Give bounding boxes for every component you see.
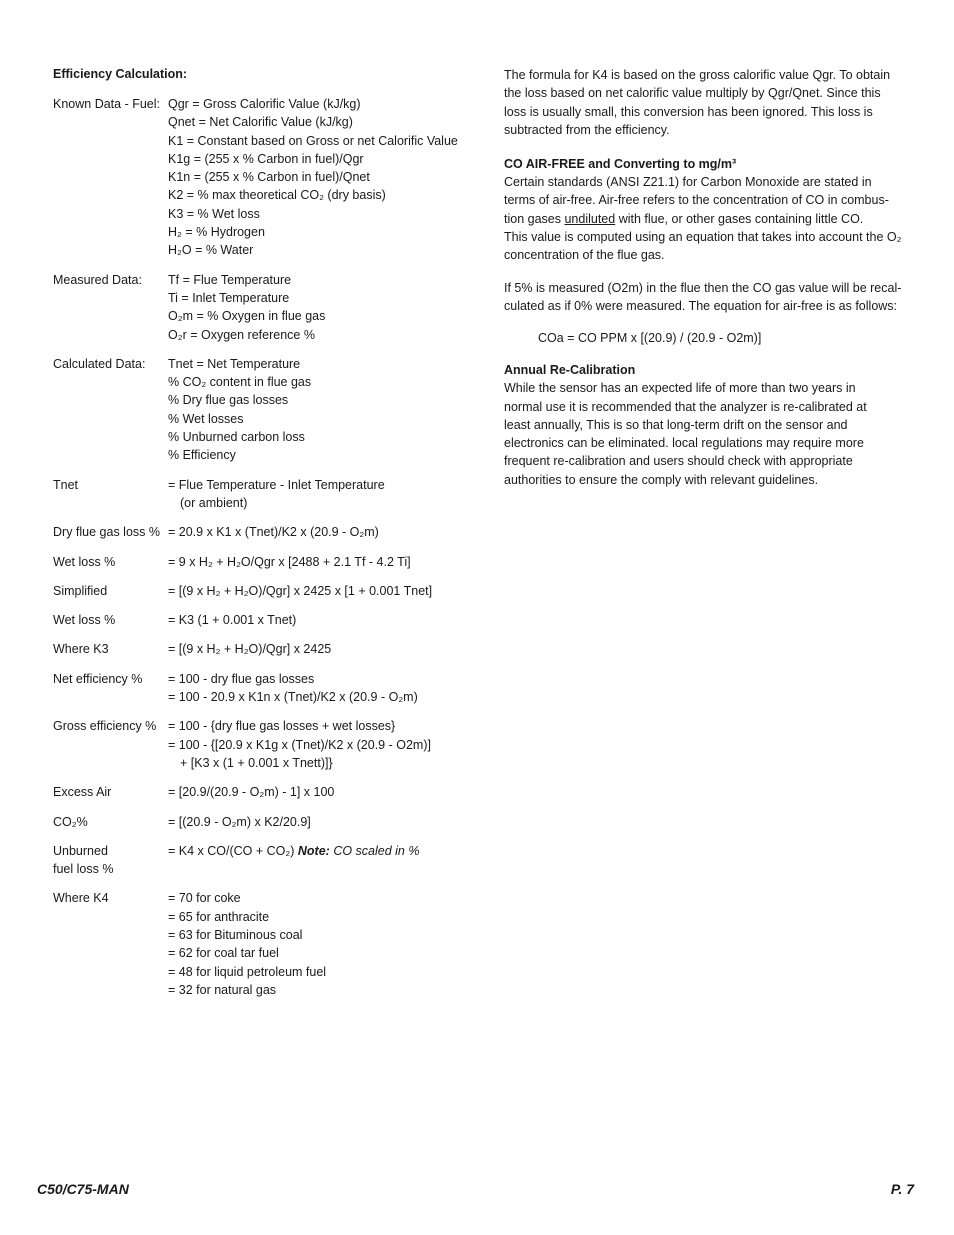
excess-air-value: = [20.9/(20.9 - O₂m) - 1] x 100: [168, 785, 335, 800]
recalibration-heading: Annual Re-Calibration: [504, 363, 636, 378]
text-run: tion gases: [504, 211, 565, 226]
calculated-data-block: [53, 355, 463, 465]
known-data-line: K2 = % max theoretical CO₂ (dry basis): [168, 188, 386, 203]
paragraph-line: concentration of the flue gas.: [504, 248, 665, 263]
unburned-label: [53, 842, 168, 879]
gross-efficiency-value: + [K3 x (1 + 0.001 x Tnett)]}: [180, 755, 333, 770]
known-data-list: [168, 95, 463, 260]
calculated-data-label: Calculated Data:: [53, 356, 146, 371]
excess-air-formula: [53, 783, 463, 801]
text-run: with flue, or other gases containing little CO.: [615, 211, 864, 226]
gross-efficiency-label: Gross efficiency %: [53, 719, 157, 734]
paragraph-line: authorities to ensure the comply with relevant guidelines.: [504, 472, 819, 487]
paragraph-line: normal use it is recommended that the analyzer is re-calibrated at: [504, 399, 867, 414]
calculated-data-line: % CO₂ content in flue gas: [168, 375, 312, 390]
gross-efficiency-value: = 100 - {dry flue gas losses + wet losses}: [168, 719, 396, 734]
unburned-label-line: Unburned: [53, 843, 108, 858]
measured-data-line: O₂r = Oxygen reference %: [168, 327, 315, 342]
paragraph-line: subtracted from the efficiency.: [504, 122, 670, 137]
k4-intro-paragraph: [504, 66, 916, 139]
recalibration-paragraph: [504, 379, 916, 489]
unburned-formula: [53, 842, 463, 879]
note-label: Note:: [297, 843, 330, 858]
measured-data-line: Ti = Inlet Temperature: [168, 290, 290, 305]
measured-data-list: [168, 271, 463, 344]
calculated-data-line: % Unburned carbon loss: [168, 430, 305, 445]
paragraph-line: terms of air-free. Air-free refers to the concentration of CO in combus-: [504, 193, 889, 208]
efficiency-heading: Efficiency Calculation:: [53, 67, 188, 81]
notes-column: [504, 66, 916, 489]
where-k4-line: = 70 for coke: [168, 891, 241, 906]
wet-loss-label: Wet loss %: [53, 613, 116, 628]
paragraph-line: Certain standards (ANSI Z21.1) for Carbon Monoxide are stated in: [504, 175, 872, 190]
tnet-formula: [53, 476, 463, 513]
where-k3-value: = [(9 x H₂ + H₂O)/Qgr] x 2425: [168, 642, 332, 657]
known-data-line: K1g = (255 x % Carbon in fuel)/Qgr: [168, 151, 364, 166]
paragraph-line: [504, 210, 916, 228]
paragraph-line: This value is computed using an equation that takes into account the O₂: [504, 230, 902, 245]
simplified-value: = [(9 x H₂ + H₂O)/Qgr] x 2425 x [1 + 0.001 Tnet]: [168, 583, 433, 598]
footer-page-number: P. 7: [890, 1181, 914, 1197]
tnet-value: = Flue Temperature - Inlet Temperature: [168, 477, 385, 492]
wet-loss-simplified-value: = K3 (1 + 0.001 x Tnet): [168, 613, 297, 628]
paragraph-line: The formula for K4 is based on the gross calorific value Qgr. To obtain: [504, 68, 891, 82]
known-data-line: H₂O = % Water: [168, 243, 254, 258]
where-k4-line: = 32 for natural gas: [168, 982, 277, 997]
where-k4-label: Where K4: [53, 891, 109, 906]
where-k4-line: = 48 for liquid petroleum fuel: [168, 964, 327, 979]
calculated-data-line: % Dry flue gas losses: [168, 393, 289, 408]
known-data-line: K3 = % Wet loss: [168, 206, 260, 221]
dry-loss-value: = 20.9 x K1 x (Tnet)/K2 x (20.9 - O₂m): [168, 525, 379, 540]
net-efficiency-value: = 100 - 20.9 x K1n x (Tnet)/K2 x (20.9 - O₂m): [168, 690, 418, 705]
co2-formula: [53, 813, 463, 831]
net-efficiency-value: = 100 - dry flue gas losses: [168, 671, 315, 686]
known-data-line: H₂ = % Hydrogen: [168, 225, 265, 240]
underlined-term: undiluted: [564, 211, 616, 226]
wet-loss-formula: [53, 553, 463, 571]
where-k4-line: = 65 for anthracite: [168, 909, 270, 924]
efficiency-column: [53, 66, 463, 1010]
where-k4-line: = 62 for coal tar fuel: [168, 946, 279, 961]
unburned-equation: = K4 x CO/(CO + CO₂): [168, 843, 298, 858]
calculated-data-line: % Efficiency: [168, 448, 236, 463]
known-data-label: Known Data - Fuel:: [53, 97, 160, 111]
wet-loss-simplified-formula: [53, 611, 463, 629]
gross-efficiency-value: = 100 - {[20.9 x K1g x (Tnet)/K2 x (20.9 - O2m)]: [168, 737, 431, 752]
co-air-free-paragraph: [504, 173, 916, 264]
paragraph-line: electronics can be eliminated. local regulations may require more: [504, 436, 864, 451]
known-data-line: Qnet = Net Calorific Value (kJ/kg): [168, 115, 353, 130]
calculated-data-list: [168, 355, 463, 465]
net-efficiency-label: Net efficiency %: [53, 671, 143, 686]
measured-data-label: Measured Data:: [53, 272, 142, 287]
paragraph-line: culated as if 0% were measured. The equation for air-free is as follows:: [504, 298, 898, 313]
co-air-free-heading: CO AIR-FREE and Converting to mg/m³: [504, 157, 737, 172]
dry-loss-label: Dry flue gas loss %: [53, 525, 160, 540]
paragraph-line: the loss based on net calorific value multiply by Qgr/Qnet. Since this: [504, 86, 881, 101]
known-data-line: K1 = Constant based on Gross or net Calorific Value: [168, 133, 458, 148]
where-k3-label: Where K3: [53, 642, 109, 657]
wet-loss-label: Wet loss %: [53, 554, 116, 569]
known-data-line: K1n = (255 x % Carbon in fuel)/Qnet: [168, 170, 370, 185]
gross-efficiency-formula: [53, 717, 463, 772]
simplified-label: Simplified: [53, 583, 108, 598]
unburned-label-line: fuel loss %: [53, 862, 114, 877]
measured-data-line: O₂m = % Oxygen in flue gas: [168, 309, 326, 324]
footer-model: C50/C75-MAN: [37, 1181, 129, 1197]
where-k4-line: = 63 for Bituminous coal: [168, 927, 303, 942]
paragraph-line: loss is usually small, this conversion has been ignored. This loss is: [504, 104, 873, 119]
dry-loss-formula: [53, 523, 463, 541]
tnet-label: Tnet: [53, 477, 79, 492]
unburned-value: [168, 842, 463, 860]
net-efficiency-formula: [53, 670, 463, 707]
co2-value: = [(20.9 - O₂m) x K2/20.9]: [168, 814, 311, 829]
paragraph-line: If 5% is measured (O2m) in the flue then the CO gas value will be recal-: [504, 280, 902, 295]
paragraph-line: least annually, This is so that long-term drift on the sensor and: [504, 417, 848, 432]
measured-data-block: [53, 271, 463, 344]
paragraph-line: While the sensor has an expected life of more than two years in: [504, 381, 856, 396]
paragraph-line: frequent re-calibration and users should check with appropriate: [504, 454, 853, 469]
note-text: CO scaled in %: [329, 843, 420, 858]
where-k4-block: [53, 889, 463, 999]
known-data-line: Qgr = Gross Calorific Value (kJ/kg): [168, 97, 361, 111]
simplified-formula: [53, 582, 463, 600]
air-free-measured-paragraph: [504, 279, 916, 316]
co2-label: CO₂%: [53, 814, 88, 829]
air-free-formula: COa = CO PPM x [(20.9) / (20.9 - O2m)]: [538, 331, 762, 346]
calculated-data-line: Tnet = Net Temperature: [168, 356, 301, 371]
calculated-data-line: % Wet losses: [168, 411, 244, 426]
wet-loss-value: = 9 x H₂ + H₂O/Qgr x [2488 + 2.1 Tf - 4.2 Ti]: [168, 554, 411, 569]
where-k3-formula: [53, 640, 463, 658]
known-data-block: [53, 95, 463, 260]
measured-data-line: Tf = Flue Temperature: [168, 272, 292, 287]
tnet-value-note: (or ambient): [180, 495, 248, 510]
excess-air-label: Excess Air: [53, 785, 112, 800]
